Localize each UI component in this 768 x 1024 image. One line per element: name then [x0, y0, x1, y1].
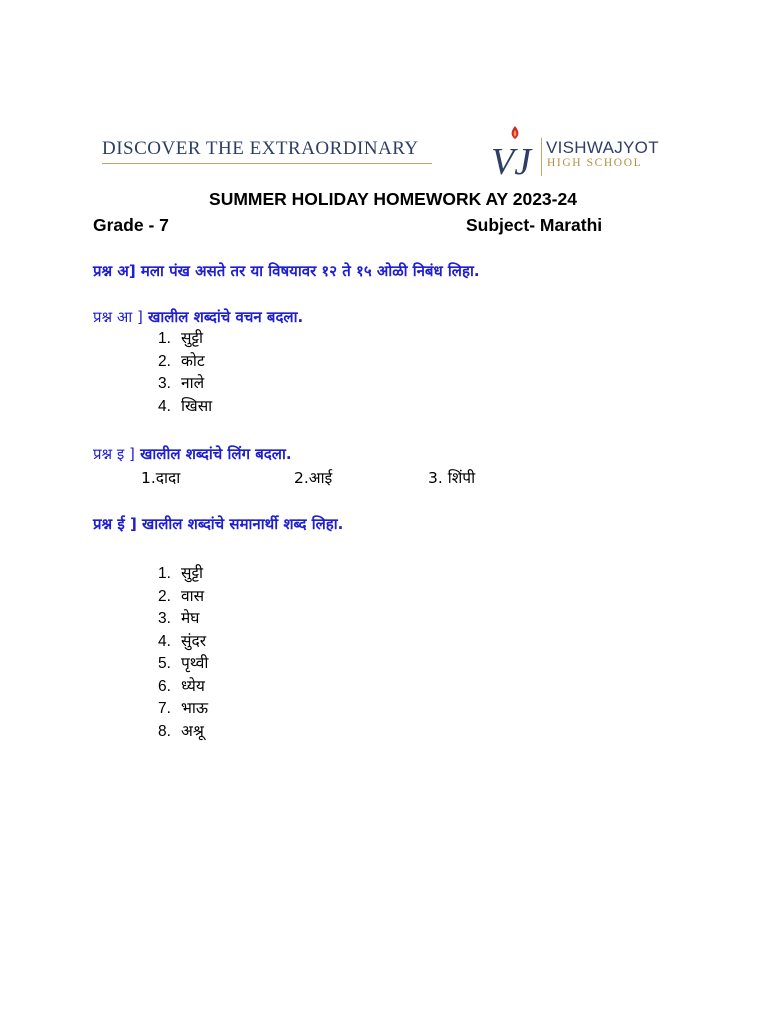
- list-item: 5. पृथ्वी: [158, 654, 209, 672]
- list-item: 2.आई: [294, 469, 333, 487]
- school-name: VISHWAJYOT: [546, 138, 659, 157]
- list-item: 7. भाऊ: [158, 699, 209, 717]
- tagline-underline: [102, 163, 432, 164]
- list-item: 4. सुंदर: [158, 631, 207, 650]
- list-item: 3. शिंपी: [428, 469, 476, 487]
- school-logo-icon: [490, 124, 540, 180]
- list-item: 1. सुट्टी: [158, 329, 204, 347]
- list-item: 8. अश्रू: [158, 721, 204, 740]
- question-4-text: खालील शब्दांचे समानार्थी शब्द लिहा.: [136, 515, 344, 533]
- question-3: [93, 444, 292, 464]
- list-item: 4. खिसा: [158, 396, 213, 415]
- document-header: [0, 0, 768, 190]
- question-2: [93, 307, 303, 327]
- list-item: 1. सुट्टी: [158, 564, 204, 582]
- question-4-label: प्रश्न ई ]: [93, 515, 137, 533]
- list-item: 3. मेघ: [158, 609, 200, 627]
- list-item: 3. नाले: [158, 374, 205, 392]
- tagline: DISCOVER THE EXTRAORDINARY: [102, 138, 419, 159]
- subject-label: Subject- Marathi: [466, 215, 603, 235]
- list-item: 2. वास: [158, 586, 205, 605]
- question-1-label: प्रश्न अ]: [93, 262, 136, 280]
- list-item: 6. ध्येय: [158, 676, 205, 695]
- logo-letters: VJ: [491, 141, 532, 180]
- school-subtitle: HIGH SCHOOL: [547, 157, 643, 169]
- question-3-label: प्रश्न इ ]: [93, 445, 135, 463]
- question-2-label: प्रश्न आ ]: [93, 308, 143, 326]
- question-3-text: खालील शब्दांचे लिंग बदला.: [134, 445, 292, 463]
- page-title: SUMMER HOLIDAY HOMEWORK AY 2023-24: [209, 189, 577, 209]
- question-2-list: [158, 327, 212, 417]
- question-1: [93, 261, 480, 281]
- list-item: 1.दादा: [141, 469, 181, 487]
- list-item: 2. कोट: [158, 351, 205, 370]
- question-4-list: [158, 562, 208, 742]
- question-4: [93, 514, 343, 534]
- logo-divider: [541, 138, 542, 176]
- question-2-text: खालील शब्दांचे वचन बदला.: [142, 308, 304, 326]
- grade-label: Grade - 7: [93, 215, 169, 235]
- question-1-text: मला पंख असते तर या विषयावर १२ ते १५ ओळी निबंध लिहा.: [135, 262, 480, 280]
